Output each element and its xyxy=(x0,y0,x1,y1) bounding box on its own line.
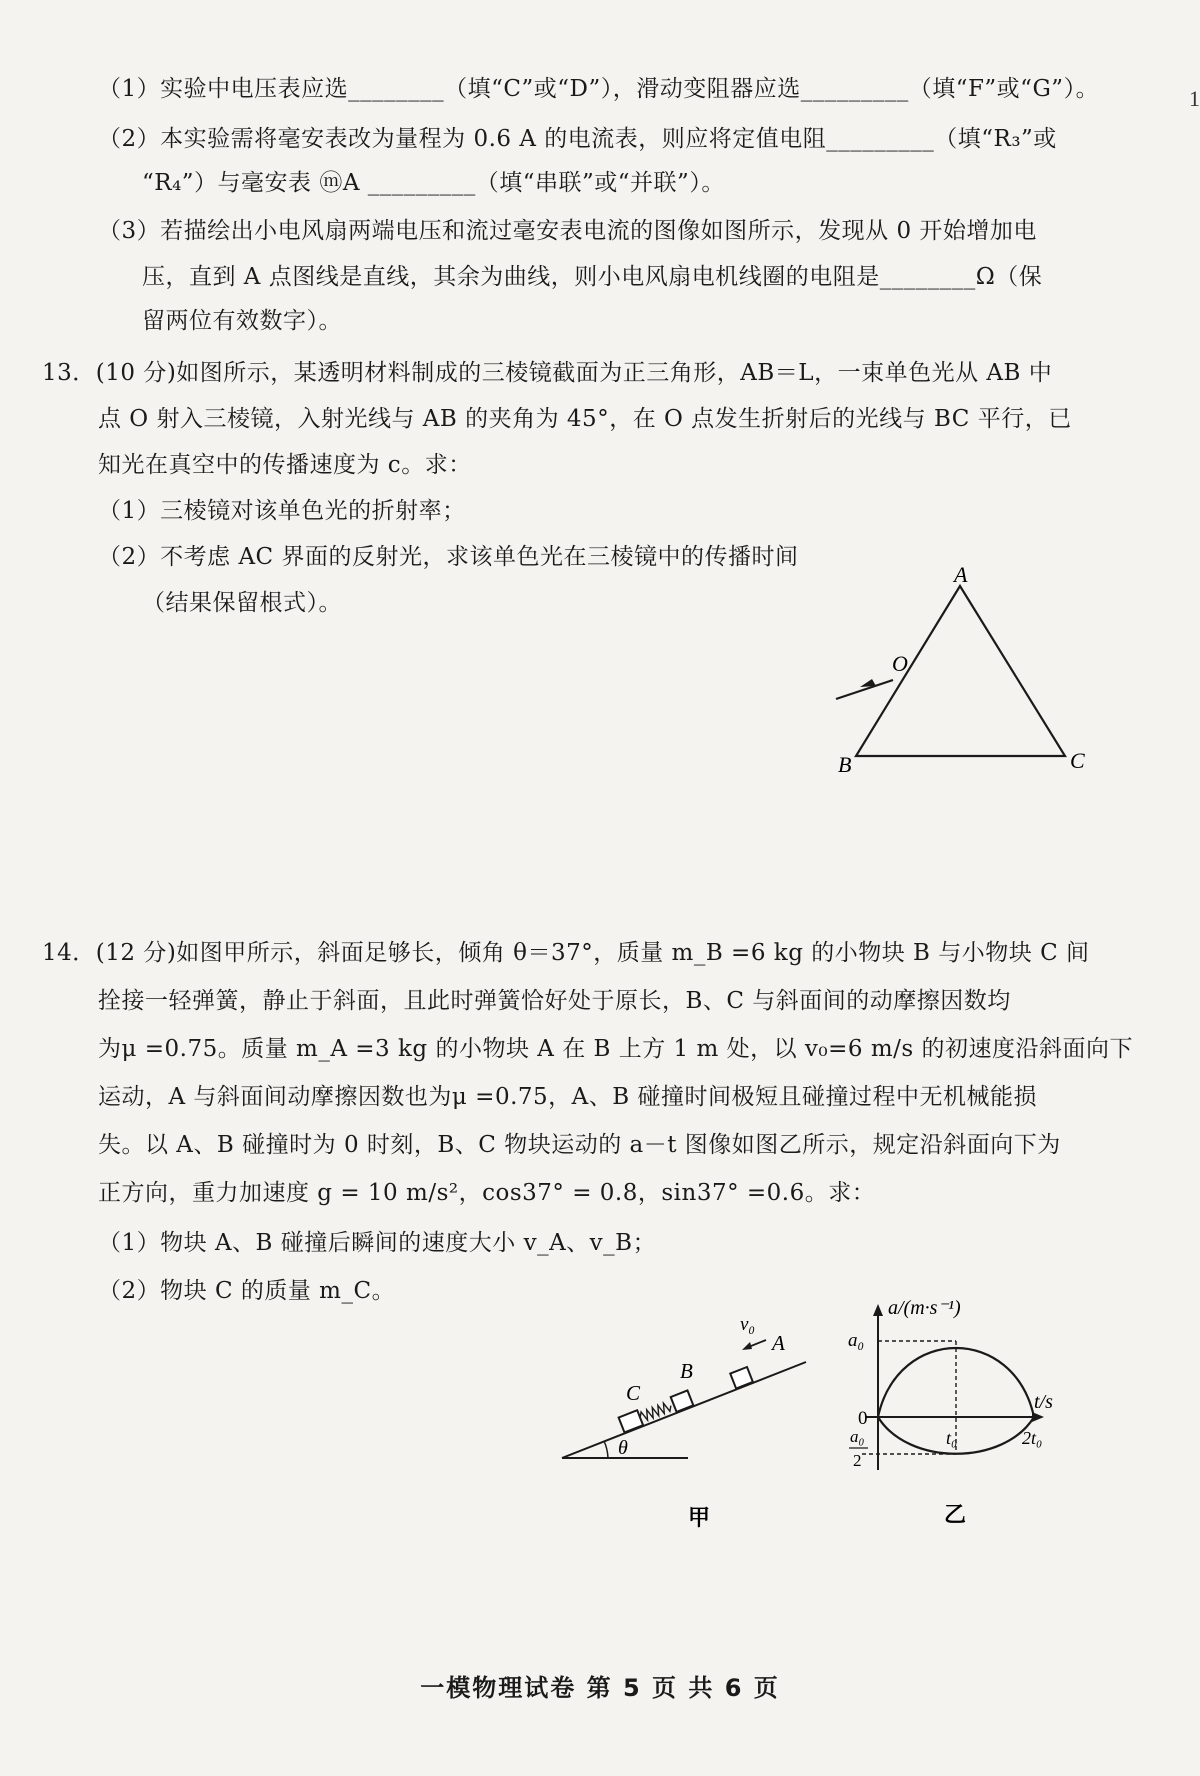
block-c xyxy=(619,1410,643,1432)
prism-label-c: C xyxy=(1070,748,1085,773)
page-footer: 一模物理试卷 第 5 页 共 6 页 xyxy=(420,1674,780,1702)
q12-part3-line2: 压，直到 A 点图线是直线，其余为曲线，则小电风扇电机线圈的电阻是________Ω（保 xyxy=(142,264,1043,290)
q12-part2-line1: （2）本实验需将毫安表改为量程为 0.6 A 的电流表，则应将定值电阻_________（填“R₃”或 xyxy=(98,126,1057,152)
q12-part2-line2: “R₄”）与毫安表 ⓜA _________（填“串联”或“并联”）。 xyxy=(142,170,725,196)
block-b-label: B xyxy=(680,1359,693,1383)
q12-part3-line1: （3）若描绘出小电风扇两端电压和流过毫安表电流的图像如图所示，发现从 0 开始增加电 xyxy=(98,218,1037,244)
prism-triangle xyxy=(856,586,1065,756)
fig-yi-caption: 乙 xyxy=(944,1503,967,1528)
angle-arc xyxy=(604,1441,608,1458)
q12-part3-line3: 留两位有效数字）。 xyxy=(142,308,342,334)
incident-ray xyxy=(836,680,893,699)
q12-part1: （1）实验中电压表应选________（填“C”或“D”），滑动变阻器应选_________（填“F”或“G”）。 xyxy=(98,76,1100,102)
neg-a0-denominator: 2 xyxy=(853,1451,862,1470)
q13-part1: （1）三棱镜对该单色光的折射率； xyxy=(98,498,466,524)
v0-arrow-icon xyxy=(742,1342,752,1350)
a-t-graph xyxy=(836,1290,1086,1530)
x-axis-label: t/s xyxy=(1034,1391,1053,1413)
angle-theta-label: θ xyxy=(618,1437,628,1459)
q14-stem-line5: 失。以 A、B 碰撞时为 0 时刻，B、C 物块运动的 a－t 图像如图乙所示，规定沿斜面向下为 xyxy=(98,1132,1061,1158)
q14-stem-line3: 为μ =0.75。质量 m_A =3 kg 的小物块 A 在 B 上方 1 m 处，以 v₀=6 m/s 的初速度沿斜面向下 xyxy=(98,1036,1134,1062)
q14-part1: （1）物块 A、B 碰撞后瞬间的速度大小 v_A、v_B； xyxy=(98,1230,657,1256)
q13-stem-line1: 13．(10 分)如图所示，某透明材料制成的三棱镜截面为正三角形，AB＝L，一束单色光从 AB 中 xyxy=(42,360,1053,386)
block-a-label: A xyxy=(772,1331,785,1355)
q14-part2: （2）物块 C 的质量 m_C。 xyxy=(98,1278,396,1304)
incline-figure xyxy=(556,1300,826,1530)
q13-stem-line2: 点 O 射入三棱镜，入射光线与 AB 的夹角为 45°，在 O 点发生折射后的光线与 BC 平行，已 xyxy=(98,406,1072,432)
q14-stem-line4: 运动，A 与斜面间动摩擦因数也为μ =0.75，A、B 碰撞时间极短且碰撞过程中无机械能损 xyxy=(98,1084,1037,1110)
prism-label-b: B xyxy=(838,752,852,777)
y-axis-label: a/(m·s⁻¹) xyxy=(888,1297,961,1319)
v0-label: v₀ xyxy=(740,1314,756,1335)
q13-part2-line2: （结果保留根式）。 xyxy=(142,590,342,616)
y-axis-arrow-icon xyxy=(873,1304,883,1316)
page-edge-marker: 1 xyxy=(1189,86,1200,111)
q14-stem-line1: 14．(12 分)如图甲所示，斜面足够长，倾角 θ＝37°，质量 m_B =6 kg 的小物块 B 与小物块 C 间 xyxy=(42,940,1090,966)
two-t0-tick-label: 2t₀ xyxy=(1022,1428,1043,1448)
prism-diagram xyxy=(820,560,1100,800)
origin-label: 0 xyxy=(858,1408,868,1429)
block-c-label: C xyxy=(626,1381,641,1405)
neg-a0-numerator: a₀ xyxy=(850,1427,865,1446)
prism-label-a: A xyxy=(954,562,968,587)
q13-part2-line1: （2）不考虑 AC 界面的反射光，求该单色光在三棱镜中的传播时间 xyxy=(98,544,799,570)
q14-stem-line2: 拴接一轻弹簧，静止于斜面，且此时弹簧恰好处于原长，B、C 与斜面间的动摩擦因数均 xyxy=(98,988,1011,1014)
a0-tick-label: a₀ xyxy=(848,1330,865,1351)
t0-tick-label: t₀ xyxy=(946,1428,958,1448)
q13-stem-line3: 知光在真空中的传播速度为 c。求： xyxy=(98,452,472,478)
spring xyxy=(638,1401,672,1422)
q14-stem-line6: 正方向，重力加速度 g = 10 m/s²，cos37° = 0.8，sin37° =0.6。求： xyxy=(98,1180,876,1206)
prism-label-o: O xyxy=(892,651,908,676)
ray-arrow-icon xyxy=(860,679,876,687)
fig-jia-caption: 甲 xyxy=(688,1506,711,1530)
